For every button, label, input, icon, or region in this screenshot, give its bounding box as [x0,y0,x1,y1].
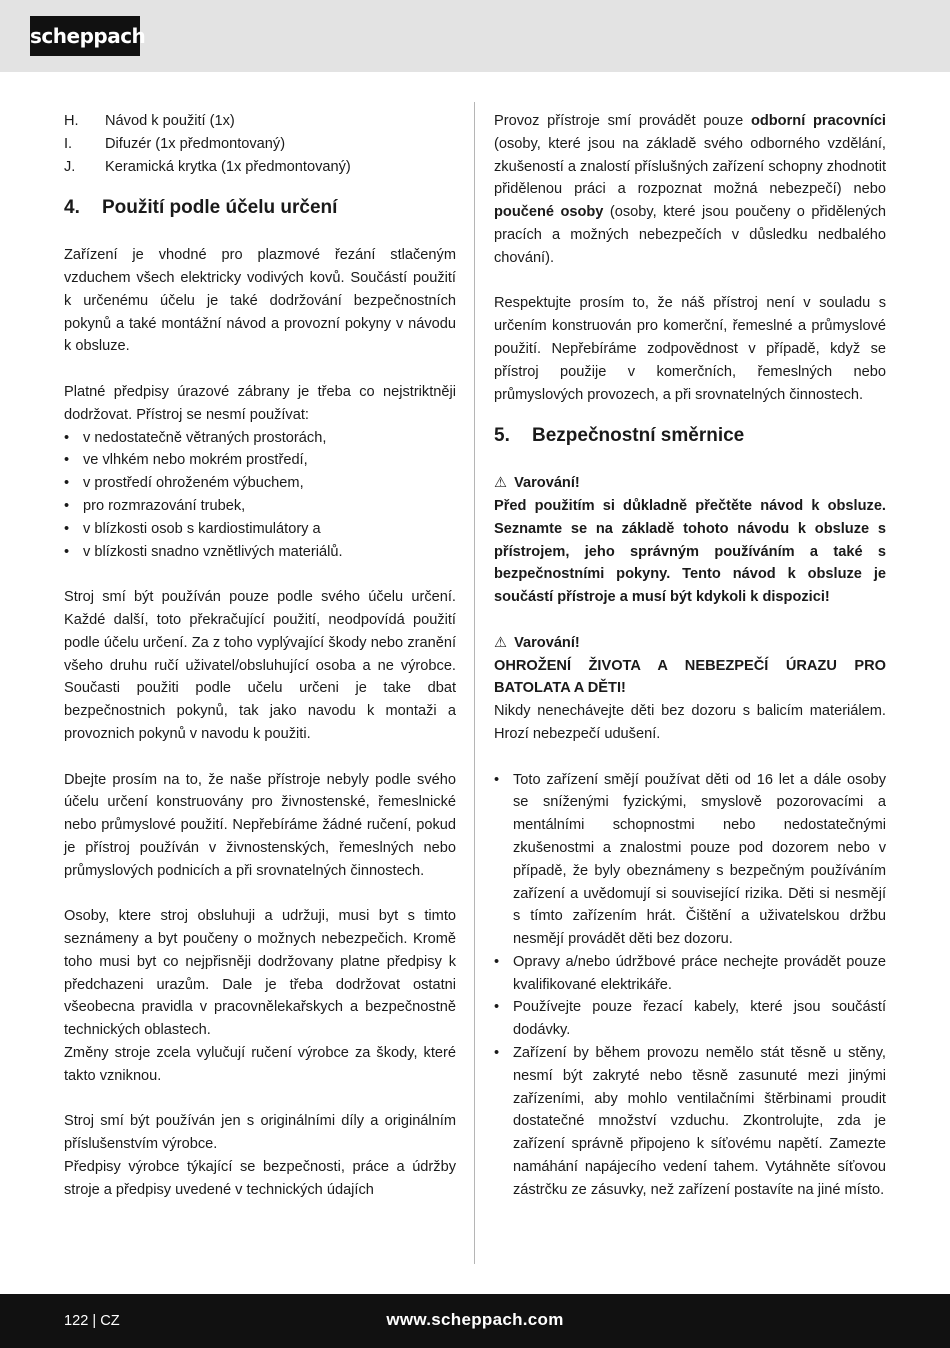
list-item: • v prostředí ohroženém výbuchem, [64,472,456,495]
bullet-list [494,769,886,1202]
left-column [64,110,456,1202]
section-heading-5: 5. Bezpečnostní směrnice [494,425,745,447]
list-item: J. Keramická krytka (1x předmontovaný) [64,158,351,175]
list-item: • Zařízení by během provozu nemělo stát těsně u stěny, nesmí být zakryté nebo těsně zasunuté mezi jinými zařízeními, aby mohlo ventilačními štěrbinami proudit dostatečné množství vzduchu. Zkontrolujte, zda je zařízení správně připojeno k síťovému napětí. Zamezte namáhání napájecího vedení tahem. Vytáhněte síťovou zástrčku ze zásuvky, než zařízení postavíte na jiné místo. [494,1042,886,1202]
footer-bar [0,1294,950,1348]
bullet-list [64,427,456,564]
list-item: H. Návod k použití (1x) [64,113,235,129]
header-bar [0,0,950,72]
section-heading-4: 4. Použití podle účelu určení [64,197,338,219]
paragraph: Dbejte prosím na to, že naše přístroje nebyly podle svého účelu určení konstruovány pro živnostenské, řemeslnické nebo průmyslové použití. Nepřebíráme žádné ručení, pokud je přístroj používán v živnostenských, řemeslných nebo průmyslových podnicích a při srovnatelných činnostech. [64,771,456,879]
paragraph: Změny stroje zcela vylučují ručení výrobce za škody, které takto vzniknou. [64,1045,456,1084]
list-item: • v blízkosti osob s kardiostimulátory a [64,518,456,541]
list-item: I. Difuzér (1x předmontovaný) [64,135,286,152]
website-link: www.scheppach.com [386,1310,564,1329]
warning-heading: OHROŽENÍ ŽIVOTA A NEBEZPEČÍ ÚRAZU PRO BATOLATA A DĚTI! [494,657,886,697]
warning-icon: ⚠ [494,634,508,651]
paragraph: Zařízení je vhodné pro plazmové řezání stlačeným vzduchem všech elektricky vodivých kovů. Součástí použití k určenému účelu je také dodržování bezpečnostních pokynů a také montážní návod a provozní pokyny v návodu k obsluze. [64,247,456,355]
paragraph: Respektujte prosím to, že náš přístroj není v souladu s určením konstruován pro komerční, řemeslné a průmyslové použití. Nepřebíráme zodpovědnost v případě, když se přístroj použije v komerčních, řemeslných nebo průmyslových provozech, a při srovnatelných činnostech. [494,295,886,403]
list-item: • Používejte pouze řezací kabely, které jsou součástí dodávky. [494,996,886,1042]
paragraph: Nikdy nenechávejte děti bez dozoru s balicím materiálem. Hrozí nebezpečí udušení. [494,703,886,742]
paragraph: Předpisy výrobce týkající se bezpečnosti, práce a údržby stroje a předpisy uvedené v technických údajích [64,1159,456,1198]
right-column [494,110,886,1202]
scheppach-logo: scheppach [30,16,140,56]
parts-list [64,110,456,178]
paragraph: Stroj smí být používán pouze podle svého účelu určení. Každé další, toto překračující použití, neodpovídá použití podle účelu určení. Za z toho vyplývající škody nebo zranění všeho druhu ručí uživatel/obsluhující osoba a ne výrobce. Současti použiti podle učelu určeni je take dbat bezpečnostnich pokynů, tak jako navodu k montaži a provoznich pokynů v navodu k použiti. [64,589,456,742]
list-item: • Toto zařízení smějí používat děti od 16 let a dále osoby se sníženými fyzickými, smyslově pozorovacími a mentálními schopnostmi nebo nedostatečnými zkušenostmi a znalostmi pouze pod dozorem nebo v případě, že byly obeznámeny s bezpečným používáním zařízení a uvědomují si související rizika. Děti si nesmějí s tímto zařízením hrát. Čištění a uživatelskou držbu nesmějí provádět děti bez dozoru. [494,769,886,951]
list-item: • pro rozmrazování trubek, [64,495,456,518]
paragraph: Platné předpisy úrazové zábrany je třeba co nejstriktněji dodržovat. Přístroj se nesmí používat: [64,383,456,423]
list-item: • v nedostatečně větraných prostorách, [64,427,456,450]
list-item: • Opravy a/nebo údržbové práce nechejte provádět pouze kvalifikované elektrikáře. [494,951,886,997]
warning-icon: ⚠ [494,475,508,492]
warning-label: ⚠ Varování! [494,632,886,655]
list-item: • v blízkosti snadno vznětlivých materiálů. [64,541,456,564]
page-number: 122 | CZ [64,1313,120,1329]
paragraph: Stroj smí být používán jen s originálními díly a originálním příslušenstvím výrobce. [64,1113,456,1153]
warning-text: Před použitím si důkladně přečtěte návod k obsluze. Seznamte se na základě tohoto návodu k obsluze s přístrojem, jeho správným používáním a také s bezpečnostními pokyny. Tento návod k obsluze je součástí přístroje a musí být kdykoli k dispozici! [494,497,886,606]
list-item: • ve vlhkém nebo mokrém prostředí, [64,449,456,472]
paragraph: Provoz přístroje smí provádět pouze odborní pracovníci (osoby, které jsou na základě svého odborného vzdělání, zkušeností a znalostí příslušných zařízení schopny zhodnotit přidělenou práci a rozpoznat možná nebezpečí) nebo poučené osoby (osoby, které jsou poučeny o přidělených pracích a možných nebezpečích v důsledku nedbalého chování). [494,113,886,266]
paragraph: Osoby, ktere stroj obsluhuji a udržuji, musi byt s timto seznámeny a byt poučeny o možnych nebezpečich. Kromě toho musi byt co nejpřisněji dodržovany platne předpisy k předchazeni urazům. Dale je třeba dodržovat ostatni všeobecna pravidla v pracovnělekařskych a bezpečnostně technických oblastech. [64,908,456,1039]
warning-label: ⚠ Varování! [494,472,886,495]
column-divider [474,102,475,1264]
